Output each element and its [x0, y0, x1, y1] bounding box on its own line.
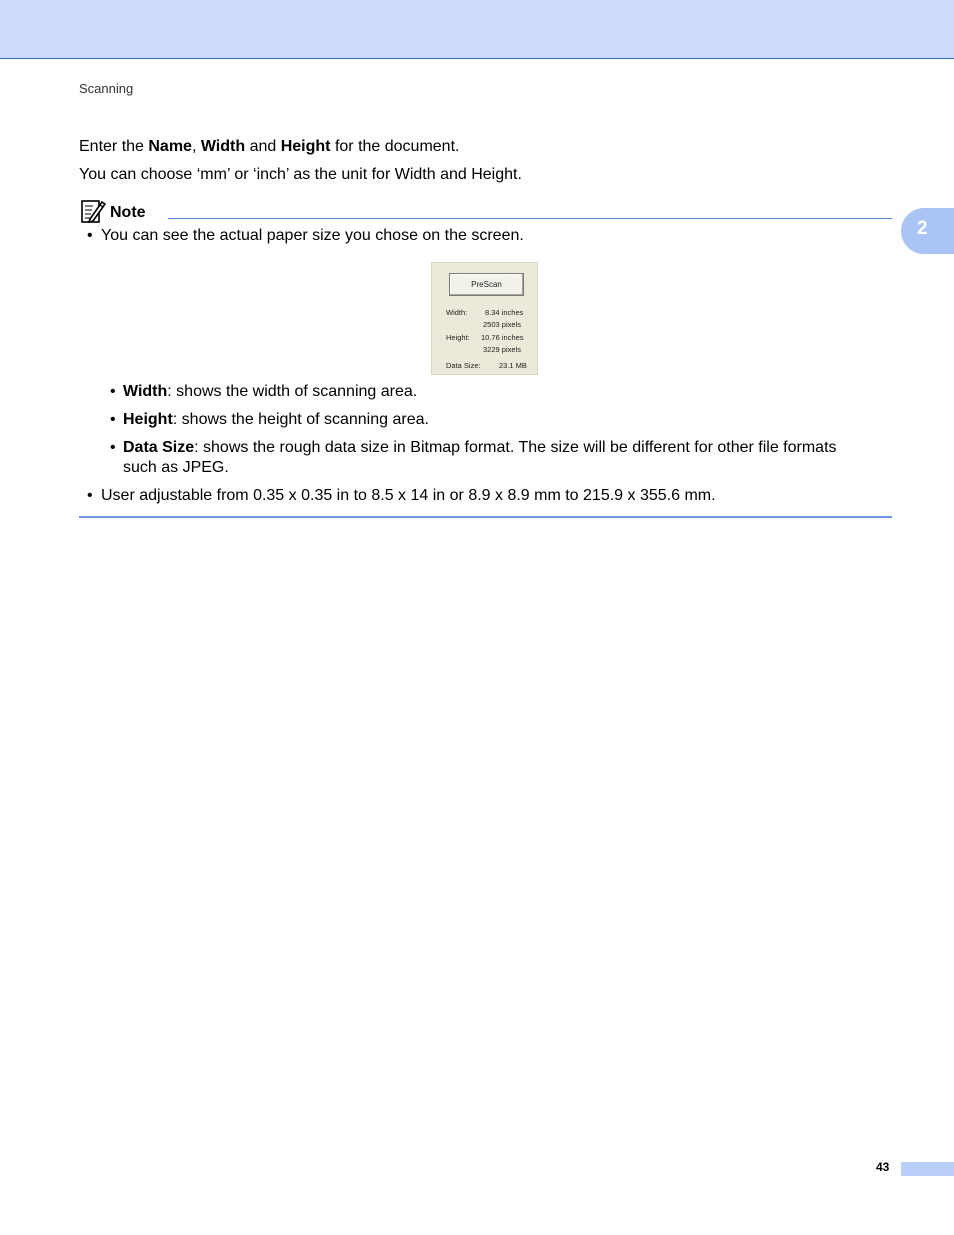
width-inches: 8.34 inches	[485, 308, 524, 317]
sub-bullet-2: •	[110, 411, 116, 428]
page-number-tab	[901, 1162, 954, 1176]
note-pencil-icon	[80, 198, 106, 224]
prescan-button: PreScan	[449, 273, 524, 296]
section-label: Scanning	[79, 81, 134, 96]
bullet-2: •	[87, 487, 93, 504]
sub-item-width: Width: shows the width of scanning area.	[123, 383, 418, 400]
note-bottom-rule	[79, 516, 892, 518]
width-pixels: 2503 pixels	[483, 320, 521, 329]
prescan-screenshot	[431, 262, 538, 375]
sub-item-height: Height: shows the height of scanning area.	[123, 411, 429, 428]
intro-line-1: Enter the Name, Width and Height for the document.	[79, 138, 460, 155]
datasize-label: Data Size:	[446, 361, 481, 370]
bullet-1: •	[87, 227, 93, 244]
term-width: Width	[200, 138, 246, 155]
note-top-rule	[168, 218, 892, 219]
term-height: Height	[280, 138, 331, 155]
datasize-value: 23.1 MB	[499, 361, 527, 370]
height-inches: 10.76 inches	[481, 333, 524, 342]
sub-bullet-3: •	[110, 439, 116, 456]
sub-item-data-size-cont: such as JPEG.	[123, 459, 229, 476]
sub-bullet-1: •	[110, 383, 116, 400]
note-title: Note	[110, 203, 146, 221]
page-number: 43	[876, 1160, 890, 1174]
note-item-1: You can see the actual paper size you chose on the screen.	[101, 227, 524, 244]
sub-item-data-size: Data Size: shows the rough data size in Bitmap format. The size will be different for other file formats	[123, 439, 837, 456]
height-label: Height:	[446, 333, 470, 342]
intro-line-2: You can choose ‘mm’ or ‘inch’ as the unit for Width and Height.	[79, 166, 522, 183]
height-pixels: 3229 pixels	[483, 345, 521, 354]
chapter-number: 2	[917, 218, 928, 239]
width-label: Width:	[446, 308, 468, 317]
header-band	[0, 0, 954, 59]
note-item-2: User adjustable from 0.35 x 0.35 in to 8.5 x 14 in or 8.9 x 8.9 mm to 215.9 x 355.6 mm.	[101, 487, 716, 504]
note-header	[80, 198, 146, 224]
term-name: Name	[148, 138, 192, 155]
